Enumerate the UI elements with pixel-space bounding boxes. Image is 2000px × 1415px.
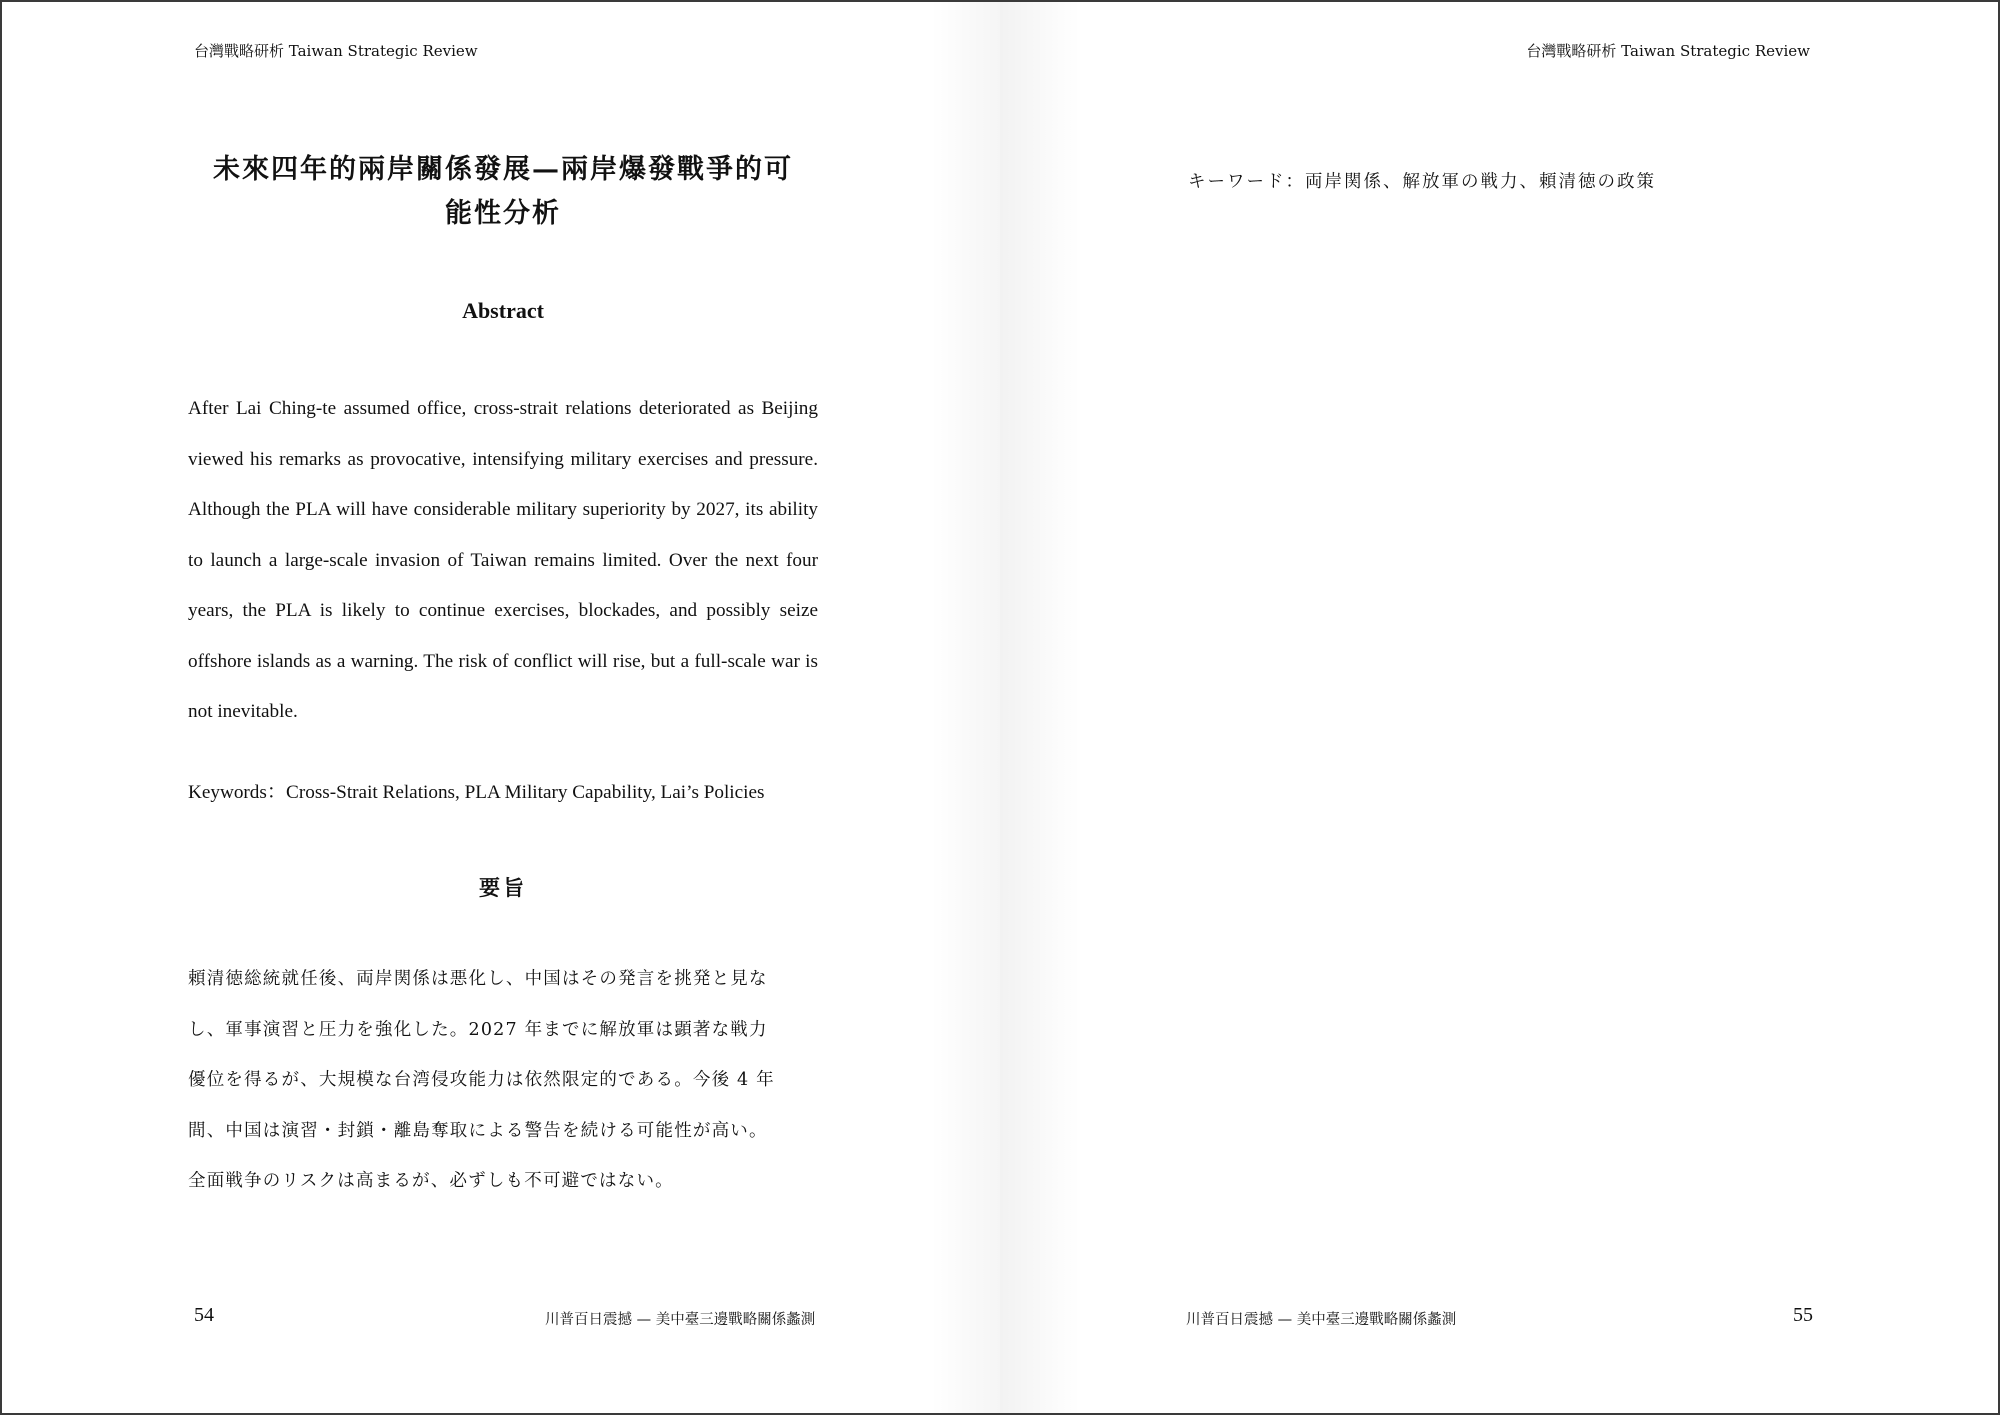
abstract-paragraph: After Lai Ching-te assumed office, cross-strait relations deteriorated as Beijing viewed his remarks as provocative, intensifying military exercises and pressure. Although the PLA will have considerable military superiority by 2027, its ability to launch a large-scale invasion of Taiwan remains limited. Over the next four years, the PLA is likely to continue exercises, blockades, and possibly seize offshore islands as a warning. The risk of conflict will rise, but a full-scale war is not inevitable. bbox=[188, 398, 818, 722]
running-footer: 川普百日震撼 — 美中臺三邊戰略關係蠡測 bbox=[545, 1312, 816, 1328]
left-page bbox=[2, 2, 1000, 1413]
japanese-summary-paragraph bbox=[188, 954, 820, 1207]
article-title-line: 未來四年的兩岸關係發展—兩岸爆發戰爭的可 bbox=[213, 154, 793, 185]
keywords-japanese: キーワード：両岸関係、解放軍の戦力、頼清徳の政策 bbox=[1188, 172, 1656, 192]
abstract-heading: Abstract bbox=[462, 298, 544, 323]
page-number: 54 bbox=[194, 1304, 214, 1326]
article-title bbox=[188, 148, 818, 236]
japanese-summary-heading: 要旨 bbox=[479, 875, 527, 900]
gutter-shadow bbox=[930, 2, 1000, 1413]
running-footer: 川普百日震撼 — 美中臺三邊戰略關係蠡測 bbox=[1186, 1312, 1457, 1328]
gutter-shadow bbox=[1000, 2, 1080, 1413]
japanese-summary-line: 頼清徳総統就任後、両岸関係は悪化し、中国はその発言を挑発と見な bbox=[188, 969, 768, 989]
running-header: 台灣戰略研析 Taiwan Strategic Review bbox=[1526, 42, 1810, 60]
japanese-summary-line: 優位を得るが、大規模な台湾侵攻能力は依然限定的である。今後 4 年 bbox=[188, 1070, 775, 1090]
japanese-summary-line: 間、中国は演習・封鎖・離島奪取による警告を続ける可能性が高い。 bbox=[188, 1120, 768, 1141]
article-title-line: 能性分析 bbox=[445, 198, 561, 229]
keywords-english: Keywords：Cross-Strait Relations, PLA Military Capability, Lai’s Policies bbox=[188, 782, 765, 803]
right-page bbox=[1000, 2, 2000, 1413]
page-number: 55 bbox=[1793, 1304, 1813, 1326]
running-header: 台灣戰略研析 Taiwan Strategic Review bbox=[194, 42, 478, 60]
japanese-summary-line: 全面戦争のリスクは高まるが、必ずしも不可避ではない。 bbox=[188, 1171, 674, 1191]
japanese-summary-line: し、軍事演習と圧力を強化した。2027 年までに解放軍は顕著な戦力 bbox=[188, 1019, 768, 1040]
